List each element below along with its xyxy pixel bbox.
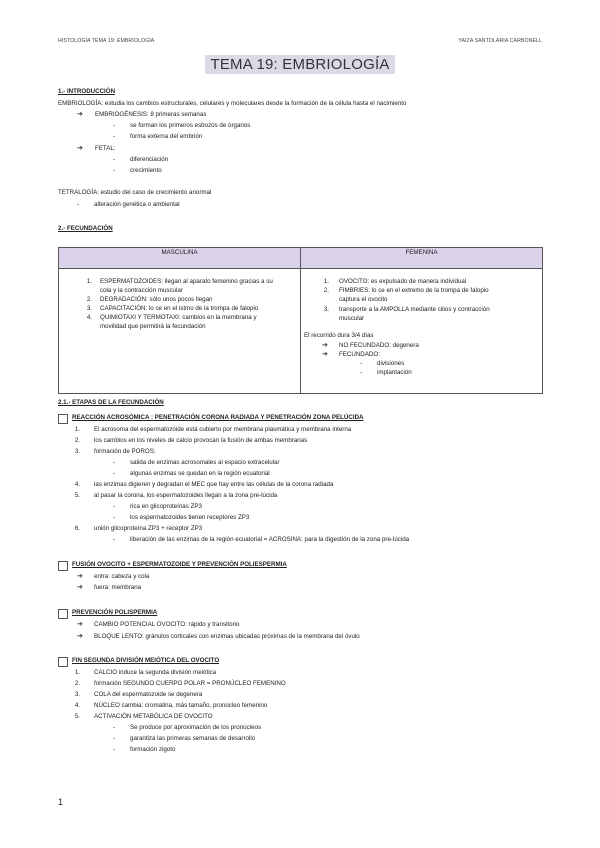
list-item: CALCIO induce la segunda división meiótica bbox=[94, 669, 217, 676]
list-item: divisiones bbox=[377, 360, 405, 367]
list-item: NÚCLEO cambia: cromatina, más tamaño, pronúcleo femenino bbox=[94, 702, 268, 709]
checkbox[interactable] bbox=[58, 609, 68, 619]
list-item: BLOQUE LENTO: gránulos corticales con enzimas ubicadas próximas de la membrana del óvulo bbox=[94, 633, 360, 640]
list-item: diferenciación bbox=[130, 156, 169, 163]
arrow-icon: ➔ bbox=[322, 342, 328, 349]
list-item: garantiza las primeras semanas de desarrollo bbox=[130, 735, 256, 742]
list-item: rica en glicoproteínas ZP3 bbox=[130, 503, 202, 510]
col-masculina: MASCULINA bbox=[59, 248, 301, 269]
checkbox[interactable] bbox=[58, 657, 68, 667]
list-item: se forman los primeros esbozos de órganos bbox=[130, 122, 251, 129]
fecundacion-heading: 2.- FECUNDACIÓN bbox=[58, 225, 113, 232]
masculina-cell: 1. ESPERMATOZOIDES: llegan al aparato femenino gracias a su cola y la contracción muscular 2. DEGRADACIÓN: sólo unos pocos llegan 3. CAPACITACIÓN: lo ce en el istmo de la trompa de falopio 4. QUIMIOTAXI Y TERMOTAXI: cambios en la membrana y movilidad que permitirá la fecundación bbox=[86, 278, 273, 330]
list-item: CAMBIO POTENCIAL OVOCITO: rápido y transitorio bbox=[94, 621, 240, 628]
dash-icon: - bbox=[113, 122, 116, 129]
header-left: HISTOLOGÍA TEMA 19: EMBRIOLOGÍA bbox=[58, 38, 155, 44]
list-item: crecimiento bbox=[130, 167, 162, 174]
list-item: forma externa del embrión bbox=[130, 133, 203, 140]
arrow-icon: ➔ bbox=[322, 351, 328, 358]
list-item: los cambios en los niveles de calcio provocan la fusión de ambas membranas bbox=[94, 437, 308, 444]
page-title: TEMA 19: EMBRIOLOGÍA bbox=[205, 55, 394, 74]
list-item: al pasar la corona, los espermatozoides llegan a la zona pre-lúcida bbox=[94, 492, 278, 499]
list-item: QUIMIOTAXI Y TERMOTAXI: cambios en la membrana y bbox=[100, 314, 257, 321]
embriogenesis-label: EMBRIOGÉNESIS: 8 primeras semanas bbox=[95, 111, 207, 118]
arrow-icon: ➔ bbox=[77, 111, 83, 118]
fecundacion-table bbox=[58, 247, 543, 394]
list-item: ESPERMATOZOIDES: llegan al aparato femenino gracias a su bbox=[100, 278, 273, 285]
list-item: los espermatozoides tienen receptores ZP3 bbox=[130, 514, 250, 521]
list-item: ACTIVACIÓN METABÓLICA DE OVOCITO bbox=[94, 713, 213, 720]
etapas-heading: 2.1.- ETAPAS DE LA FECUNDACIÓN bbox=[58, 399, 164, 406]
list-item: entra: cabeza y cola bbox=[94, 573, 150, 580]
fetal-label: FETAL: bbox=[95, 145, 116, 152]
list-item: cola y la contracción muscular bbox=[100, 287, 183, 294]
teratologia-label: TETRALOGÍA: estudio del caso de crecimiento anormal bbox=[58, 189, 212, 196]
list-item: liberación de las enzimas de la región ecuatorial = ACROSINA: para la digestión de la zona pre-lúcida bbox=[130, 536, 410, 543]
list-item: FIMBRIES: lo ce en el extremo de la trompa de falopio bbox=[339, 287, 489, 294]
col-femenina: FEMENINA bbox=[301, 248, 543, 269]
dash-icon: - bbox=[113, 470, 116, 477]
list-item: CAPACITACIÓN: lo ce en el istmo de la trompa de falopio bbox=[100, 305, 259, 312]
dash-icon: - bbox=[113, 746, 116, 753]
list-item: alteración genética o ambiental bbox=[94, 201, 180, 208]
etapa-prevencion-heading: PREVENCIÓN POLISPERMIA bbox=[72, 609, 158, 616]
list-item: DEGRADACIÓN: sólo unos pocos llegan bbox=[100, 296, 213, 303]
dash-icon: - bbox=[113, 514, 116, 521]
checkbox[interactable] bbox=[58, 414, 68, 424]
fecundado-text: FECUNDADO: bbox=[339, 351, 380, 358]
list-item: muscular bbox=[339, 315, 365, 322]
recorrido-text: El recorrido dura 3/4 días bbox=[304, 332, 374, 339]
checkbox[interactable] bbox=[58, 561, 68, 571]
arrow-icon: ➔ bbox=[77, 584, 83, 591]
arrow-icon: ➔ bbox=[77, 621, 83, 628]
list-item: formación zigoto bbox=[130, 746, 176, 753]
dash-icon: - bbox=[113, 167, 116, 174]
dash-icon: - bbox=[113, 156, 116, 163]
dash-icon: - bbox=[360, 369, 363, 376]
list-item: las enzimas digieren y degradan el MEC que hay entre las células de la corona radiada bbox=[94, 481, 334, 488]
dash-icon: - bbox=[113, 133, 116, 140]
list-item: Se produce por aproximación de los pronúcleos bbox=[130, 724, 262, 731]
etapa-meiosis-heading: FIN SEGUNDA DIVISIÓN MEIÓTICA DEL OVOCITO bbox=[72, 657, 220, 664]
header-right: YAIZA SANTOLARIA CARBONELL bbox=[458, 38, 542, 44]
dash-icon: - bbox=[113, 735, 116, 742]
list-item: salida de enzimas acrosomales al espacio extracelular bbox=[130, 459, 280, 466]
page-number: 1 bbox=[58, 797, 64, 807]
list-item: transporte a la AMPOLLA mediante cilios y contracción bbox=[339, 306, 490, 313]
dash-icon: - bbox=[360, 360, 363, 367]
list-item: fuera: membrana bbox=[94, 584, 142, 591]
etapa-fusion-heading: FUSIÓN OVOCITO + ESPERMATOZOIDE Y PREVENCIÓN POLIESPERMIA bbox=[72, 561, 287, 568]
etapa-acrosomica-heading: REACCIÓN ACROSÓMICA : PENETRACIÓN CORONA RADIADA Y PENETRACIÓN ZONA PELÚCIDA bbox=[72, 414, 364, 421]
intro-definition: EMBRIOLOGÍA: estudia los cambios estructurales, celulares y moleculares desde la formación de la célula hasta el nacimiento bbox=[58, 100, 407, 107]
dash-icon: - bbox=[113, 724, 116, 731]
dash-icon: - bbox=[113, 536, 116, 543]
femenina-cell: 1. OVOCITO: es expulsado de manera individual 2. FIMBRIES: lo ce en el extremo de la trompa de falopio captura el ovocito 3. transporte a la AMPOLLA mediante cilios y contracción muscular El recorrido dura 3/4 días ➔ NO FECUNDADO: degenera ➔ FECUNDADO: - divisiones - implantación bbox=[304, 278, 490, 376]
list-item: algunas enzimas se quedan en la región ecuatorial bbox=[130, 470, 270, 477]
list-item: COLA del espermatozoide se degenera bbox=[94, 691, 203, 698]
list-item: captura el ovocito bbox=[339, 296, 388, 303]
arrow-icon: ➔ bbox=[77, 633, 83, 640]
dash-icon: - bbox=[113, 459, 116, 466]
dash-icon: - bbox=[77, 201, 80, 208]
dash-icon: - bbox=[113, 503, 116, 510]
arrow-icon: ➔ bbox=[77, 573, 83, 580]
intro-heading: 1.- INTRODUCCIÓN bbox=[58, 88, 116, 95]
list-item: movilidad que permitirá la fecundación bbox=[100, 323, 206, 330]
arrow-icon: ➔ bbox=[77, 145, 83, 152]
list-item: OVOCITO: es expulsado de manera individual bbox=[339, 278, 467, 285]
list-item: formación de POROS: bbox=[94, 448, 156, 455]
list-item: El acrosoma del espermatozoide está cubierto por membrana plasmática y membrana interna bbox=[94, 426, 352, 433]
list-item: unión glicoproteína ZP3 + receptor ZP3 bbox=[94, 525, 203, 532]
list-item: implantación bbox=[377, 369, 412, 376]
no-fecundado-text: NO FECUNDADO: degenera bbox=[339, 342, 419, 349]
list-item: formación SEGUNDO CUERPO POLAR = PRONÚCLEO FEMENINO bbox=[94, 680, 286, 687]
